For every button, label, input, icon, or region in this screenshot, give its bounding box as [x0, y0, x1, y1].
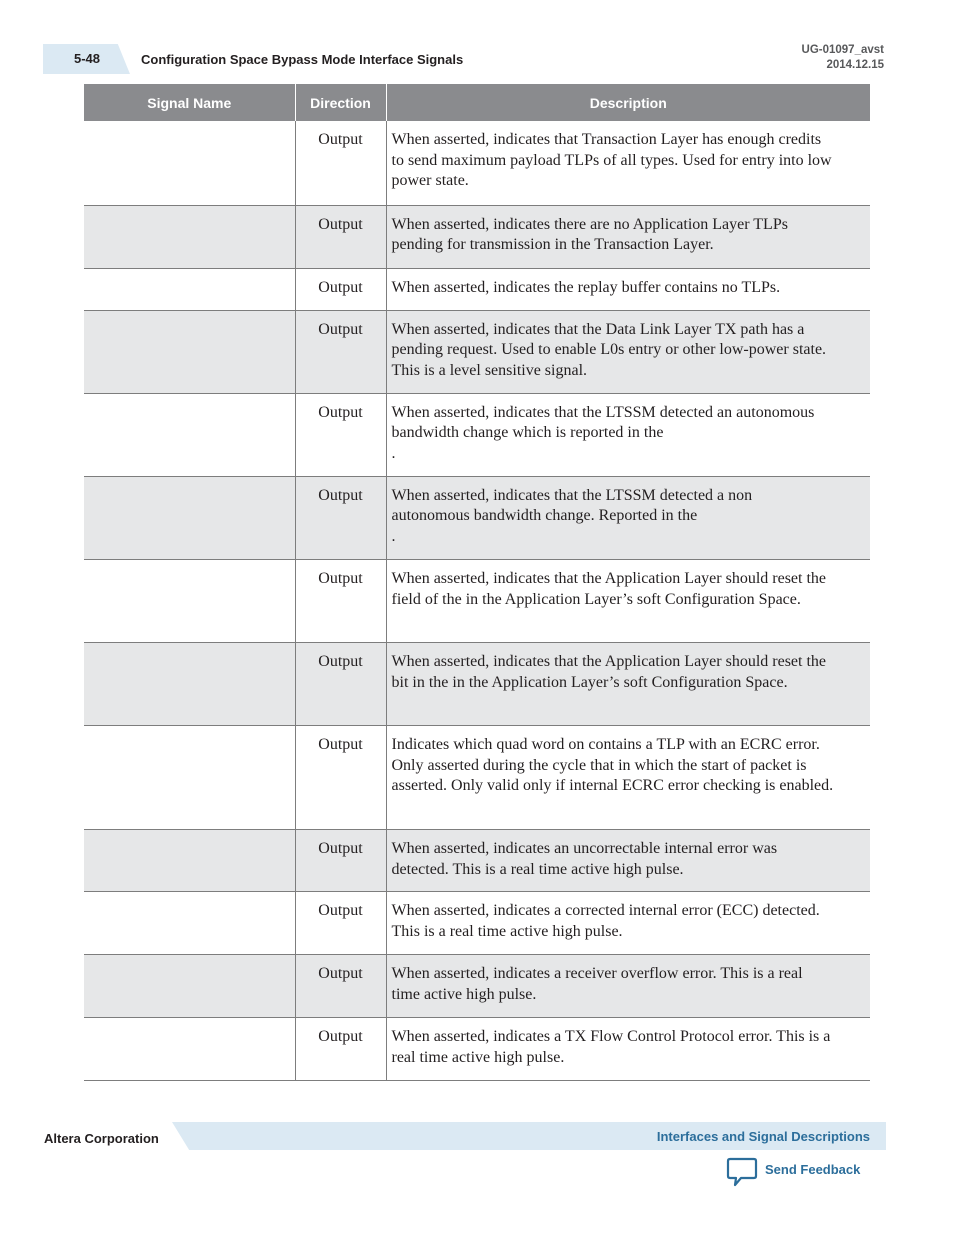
direction-cell: Output [295, 725, 386, 829]
description-cell: When asserted, indicates the replay buffer contains no TLPs. [386, 268, 870, 310]
footer-chapter-link[interactable]: Interfaces and Signal Descriptions [656, 1129, 870, 1144]
signal-name-cell [84, 205, 295, 268]
signal-name-cell [84, 955, 295, 1018]
signal-name-cell [84, 310, 295, 393]
direction-cell: Output [295, 121, 386, 205]
signal-name-cell [84, 892, 295, 955]
description-cell: When asserted, indicates that the Application Layer should reset the field of the in the Application Layer’s soft Configuration Space. [386, 559, 870, 642]
doc-id: UG-01097_avst [801, 44, 884, 56]
section-title: Configuration Space Bypass Mode Interface Signals [141, 52, 464, 67]
description-cell: When asserted, indicates a TX Flow Control Protocol error. This is a real time active high pulse. [386, 1018, 870, 1080]
table-row [84, 476, 870, 559]
send-feedback-link[interactable]: Send Feedback [765, 1162, 861, 1177]
column-header-description: Description [386, 84, 870, 121]
signal-name-cell [84, 268, 295, 310]
signal-name-cell [84, 476, 295, 559]
direction-cell: Output [295, 829, 386, 891]
description-cell: When asserted, indicates a corrected internal error (ECC) detected. This is a real time active high pulse. [386, 892, 870, 955]
description-cell: When asserted, indicates that the LTSSM detected a non autonomous bandwidth change. Reported in the . [386, 476, 870, 559]
direction-cell: Output [295, 559, 386, 642]
direction-cell: Output [295, 268, 386, 310]
direction-cell: Output [295, 205, 386, 268]
table-row [84, 1018, 870, 1080]
direction-cell: Output [295, 476, 386, 559]
column-header-direction: Direction [295, 84, 386, 121]
direction-cell: Output [295, 892, 386, 955]
doc-identifier [802, 43, 884, 73]
signal-name-cell [84, 1018, 295, 1080]
description-cell: When asserted, indicates that the Data Link Layer TX path has a pending request. Used to enable L0s entry or other low-power state. This is a level sensitive signal. [386, 310, 870, 393]
description-cell: When asserted, indicates there are no Application Layer TLPs pending for transmission in the Transaction Layer. [386, 205, 870, 268]
description-cell: When asserted, indicates that the LTSSM detected an autonomous bandwidth change which is reported in the . [386, 393, 870, 476]
table-row [84, 955, 870, 1018]
description-cell: When asserted, indicates an uncorrectable internal error was detected. This is a real time active high pulse. [386, 829, 870, 891]
signal-name-cell [84, 725, 295, 829]
description-cell: Indicates which quad word on contains a TLP with an ECRC error. Only asserted during the cycle that in which the start of packet is asserted. Only valid only if internal ECRC error checking is enabled. [386, 725, 870, 829]
table-row [84, 121, 870, 205]
table-header-row [84, 84, 870, 121]
signal-name-cell [84, 559, 295, 642]
direction-cell: Output [295, 310, 386, 393]
table-row [84, 892, 870, 955]
footer-company: Altera Corporation [44, 1131, 159, 1146]
table-row [84, 268, 870, 310]
table-row [84, 642, 870, 725]
signal-name-cell [84, 829, 295, 891]
signal-table [84, 84, 870, 1081]
direction-cell: Output [295, 1018, 386, 1080]
table-row [84, 559, 870, 642]
signal-name-cell [84, 393, 295, 476]
signal-name-cell [84, 121, 295, 205]
description-cell: When asserted, indicates that the Application Layer should reset the bit in the in the Application Layer’s soft Configuration Space. [386, 642, 870, 725]
direction-cell: Output [295, 642, 386, 725]
table-row [84, 725, 870, 829]
speech-bubble-icon[interactable] [726, 1157, 758, 1187]
table-row [84, 393, 870, 476]
direction-cell: Output [295, 955, 386, 1018]
column-header-signal-name: Signal Name [84, 84, 295, 121]
direction-cell: Output [295, 393, 386, 476]
table-row [84, 829, 870, 891]
table-row [84, 205, 870, 268]
description-cell: When asserted, indicates a receiver overflow error. This is a real time active high pulse. [386, 955, 870, 1018]
signal-name-cell [84, 642, 295, 725]
page-number: 5-48 [74, 51, 101, 66]
description-cell: When asserted, indicates that Transaction Layer has enough credits to send maximum payload TLPs of all types. Used for entry into low power state. [386, 121, 870, 205]
doc-date: 2014.12.15 [826, 59, 884, 71]
table-row [84, 310, 870, 393]
